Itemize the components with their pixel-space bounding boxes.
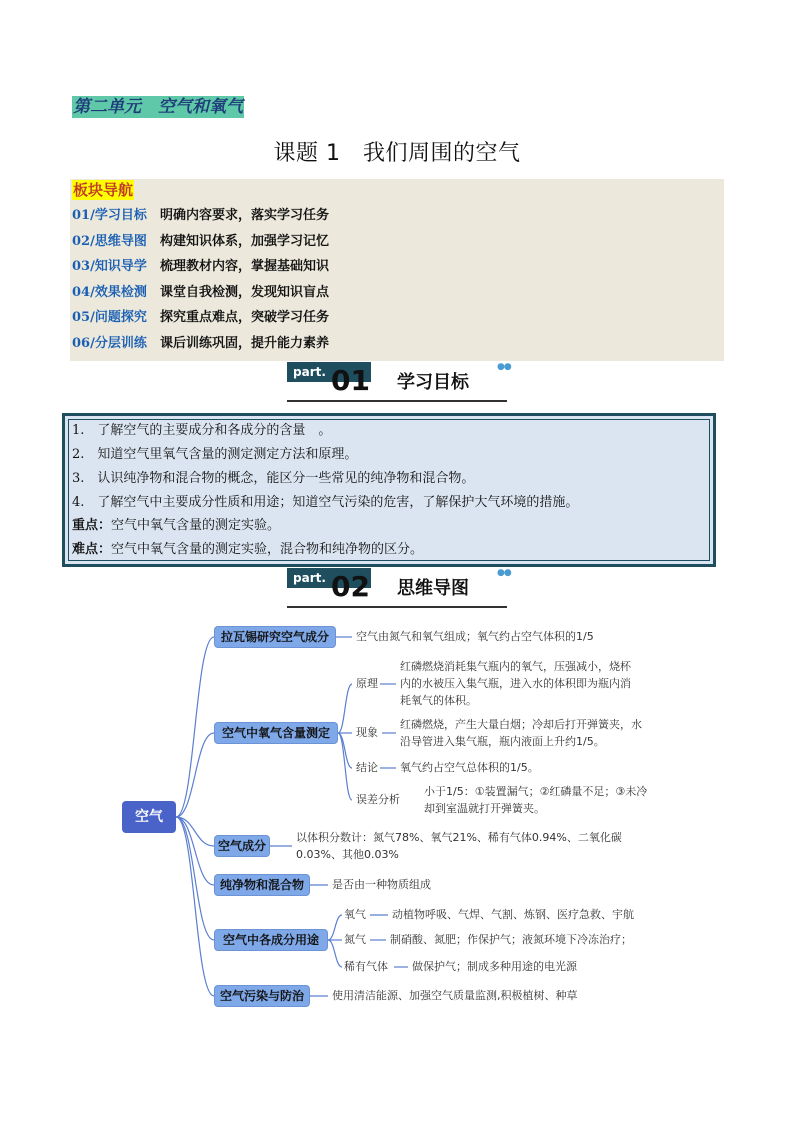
nav-item-code: 01/学习目标: [72, 208, 147, 223]
nitrogen-label: 氮气: [344, 933, 366, 946]
diff-label: 难点：: [72, 542, 112, 557]
principle-label: 原理: [356, 677, 378, 690]
error-text: 却到室温就打开弹簧夹。: [424, 802, 545, 815]
branch-lavoisier: 拉瓦锡研究空气成分: [214, 626, 336, 648]
rare-gas-uses-text: 做保护气；制成多种用途的电光源: [412, 960, 577, 973]
pure-mixture-text: 是否由一种物质组成: [332, 878, 431, 891]
branch-pollution: 空气污染与防治: [214, 985, 310, 1007]
mindmap-root: 空气: [122, 801, 176, 833]
branch-pure-mixture: 纯净物和混合物: [214, 874, 310, 896]
nav-item-code: 04/效果检测: [72, 285, 147, 300]
part-tag: part.: [287, 568, 371, 588]
nav-title: 板块导航: [73, 181, 134, 199]
rare-gas-label: 稀有气体: [344, 960, 388, 973]
goal-item: 3. 认识纯净物和混合物的概念，能区分一些常见的纯净物和混合物。: [72, 471, 475, 486]
nav-item-desc: 探究重点难点，突破学习任务: [160, 310, 330, 325]
conclusion-text: 氧气约占空气总体积的1/5。: [400, 761, 539, 774]
error-label: 误差分析: [356, 793, 400, 806]
nav-item-desc: 梳理教材内容，掌握基础知识: [160, 259, 330, 274]
principle-text: 红磷燃烧消耗集气瓶内的氧气，压强减小，烧杯: [400, 660, 631, 673]
phenomenon-text: 沿导管进入集气瓶，瓶内液面上升约1/5。: [400, 735, 605, 748]
principle-text: 内的水被压入集气瓶，进入水的体积即为瓶内消: [400, 677, 631, 690]
lesson-title: 课题 1 我们周围的空气: [273, 141, 521, 166]
nav-item-desc: 构建知识体系，加强学习记忆: [160, 234, 330, 249]
part-tag: part.: [287, 362, 371, 382]
phenomenon-text: 红磷燃烧，产生大量白烟；冷却后打开弹簧夹，水: [400, 718, 642, 731]
nav-item-desc: 课后训练巩固，提升能力素养: [160, 336, 330, 351]
composition-text: 0.03%、其他0.03%: [296, 848, 399, 861]
branch-lavoisier-text: 空气由氮气和氧气组成；氧气约占空气体积的1/5: [356, 630, 594, 643]
phenomenon-label: 现象: [356, 726, 378, 739]
part-title: 学习目标: [397, 372, 469, 393]
goal-item: 1. 了解空气的主要成分和各成分的含量 。: [72, 423, 332, 438]
bubble-icon: ●●: [497, 568, 511, 578]
oxygen-uses-text: 动植物呼吸、气焊、气割、炼钢、医疗急救、宇航: [392, 908, 634, 921]
bubble-icon: ●●: [497, 362, 511, 372]
oxygen-label: 氧气: [344, 908, 366, 921]
composition-text: 以体积分数计：氮气78%、氧气21%、稀有气体0.94%、二氧化碳: [296, 831, 622, 844]
branch-air-composition: 空气成分: [214, 835, 270, 857]
diff-text: 空气中氧气含量的测定实验，混合物和纯净物的区分。: [111, 542, 424, 557]
branch-oxygen-measure: 空气中氧气含量测定: [214, 722, 338, 744]
nav-item-code: 03/知识导学: [72, 259, 147, 274]
pollution-text: 使用清洁能源、加强空气质量监测,积极植树、种草: [332, 989, 578, 1002]
nav-item-code: 02/思维导图: [72, 234, 147, 249]
branch-uses: 空气中各成分用途: [214, 929, 328, 951]
nav-item-desc: 课堂自我检测，发现知识盲点: [160, 285, 330, 300]
key-label: 重点：: [72, 518, 112, 533]
nitrogen-uses-text: 制硝酸、氮肥；作保护气；液氮环境下冷冻治疗；: [390, 933, 632, 946]
nav-item-code: 05/问题探究: [72, 310, 147, 325]
conclusion-label: 结论: [356, 761, 378, 774]
nav-item-desc: 明确内容要求，落实学习任务: [160, 208, 330, 223]
unit-title: 第二单元 空气和氧气: [73, 97, 243, 117]
nav-item-code: 06/分层训练: [72, 336, 147, 351]
goal-item: 4. 了解空气中主要成分性质和用途；知道空气污染的危害，了解保护大气环境的措施。: [72, 495, 579, 510]
part-number: 02: [331, 570, 370, 603]
part-number: 01: [331, 364, 370, 397]
principle-text: 耗氧气的体积。: [400, 694, 477, 707]
key-text: 空气中氧气含量的测定实验。: [111, 518, 281, 533]
goal-item: 2. 知道空气里氧气含量的测定测定方法和原理。: [72, 447, 358, 462]
error-text: 小于1/5：①装置漏气；②红磷量不足；③未冷: [424, 785, 648, 798]
part-title: 思维导图: [397, 578, 469, 599]
